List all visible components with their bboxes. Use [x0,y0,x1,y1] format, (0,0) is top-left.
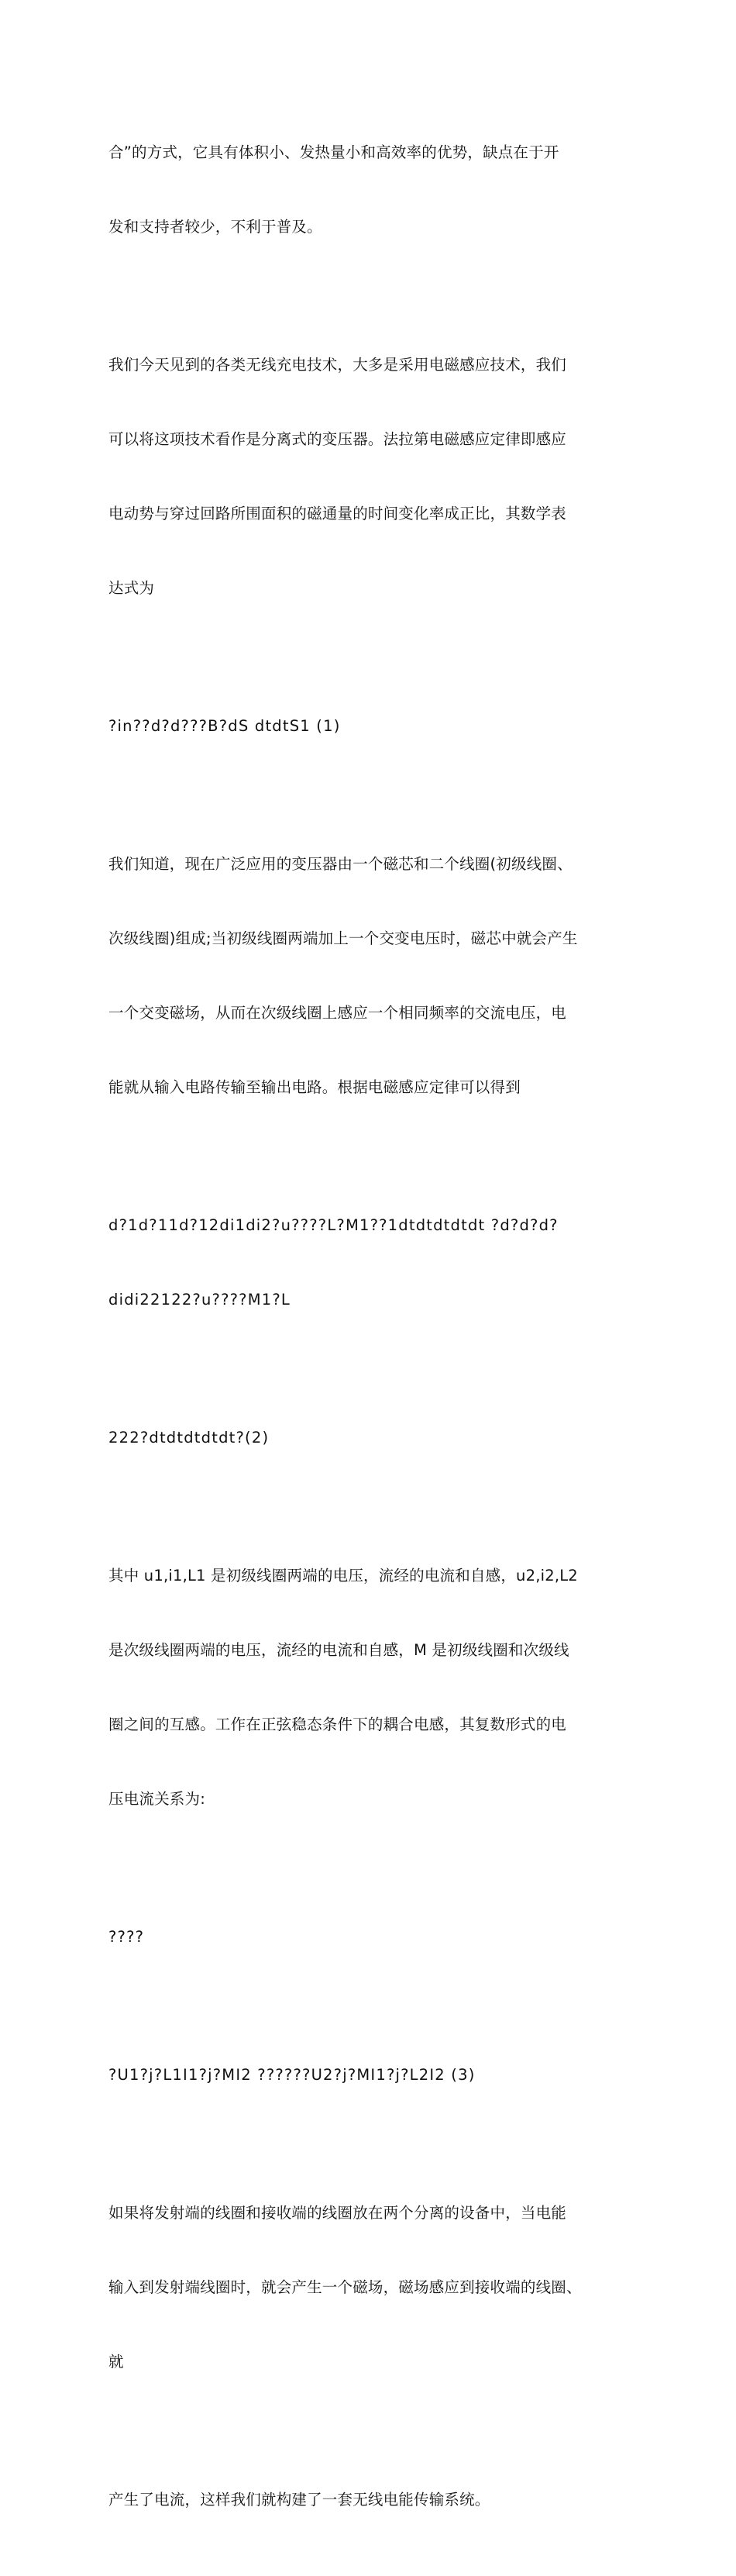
formula-3 [108,2013,631,2137]
paragraph-separated-coils [108,2151,631,2424]
document-body [108,91,631,2576]
text-line: 是次级线圈两端的电压，流经的电流和自感，M 是初级线圈和次级线 [108,1641,569,1659]
text-line: 能就从输入电路传输至输出电路。根据电磁感应定律可以得到 [108,1078,521,1096]
paragraph-coupling-drawbacks [108,91,631,289]
text-line: 一个交变磁场，从而在次级线圈上感应一个相同频率的交流电压，电 [108,1004,567,1022]
paragraph-conclusion [108,2438,631,2562]
text-line: 圈之间的互感。工作在正弦稳态条件下的耦合电感，其复数形式的电 [108,1716,567,1733]
formula-line: d?1d?11d?12di1di2?u????L?M1??1dtdtdtdtdt ?d?d?d? [108,1216,559,1234]
text-line: 压电流关系为: [108,1790,205,1808]
text-line: 输入到发射端线圈时，就会产生一个磁场，磁场感应到接收端的线圈、 [108,2278,582,2296]
text-line: 可以将这项技术看作是分离式的变压器。法拉第电磁感应定律即感应 [108,430,567,448]
formula-3-accents [108,1875,631,1999]
paragraph-variables [108,1514,631,1861]
text-line: 次级线圈)组成;当初级线圈两端加上一个交变电压时，磁芯中就会产生 [108,929,578,947]
text-line: 我们今天见到的各类无线充电技术，大多是采用电磁感应技术，我们 [108,356,567,374]
formula-line: 222?dtdtdtdtdt?(2) [108,1429,270,1447]
formula-line: ?in??d?d???B?dS dtdtS1 (1) [108,717,341,735]
formula-1 [108,664,631,788]
formula-2-part-b [108,1376,631,1500]
text-line: 我们知道，现在广泛应用的变压器由一个磁芯和二个线圈(初级线圈、 [108,855,573,873]
formula-line: ???? [108,1928,145,1946]
paragraph-transformer [108,802,631,1150]
text-line: 如果将发射端的线圈和接收端的线圈放在两个分离的设备中，当电能 [108,2204,567,2222]
formula-line: didi22122?u????M1?L [108,1291,291,1309]
text-line: 电动势与穿过回路所围面积的磁通量的时间变化率成正比，其数学表 [108,505,567,522]
text-line: 发和支持者较少，不利于普及。 [108,218,322,236]
text-line: 合”的方式，它具有体积小、发热量小和高效率的优势，缺点在于开 [108,143,559,161]
text-line: 其中 u1,i1,L1 是初级线圈两端的电压，流经的电流和自感，u2,i2,L2 [108,1567,578,1585]
text-line: 产生了电流，这样我们就构建了一套无线电能传输系统。 [108,2491,490,2509]
paragraph-faraday-law [108,303,631,650]
formula-line: ?U1?j?L1I1?j?MI2 ??????U2?j?MI1?j?L2I2 (3) [108,2066,476,2084]
formula-2-part-a [108,1164,631,1362]
text-line: 达式为 [108,579,155,597]
text-line: 就 [108,2353,124,2371]
